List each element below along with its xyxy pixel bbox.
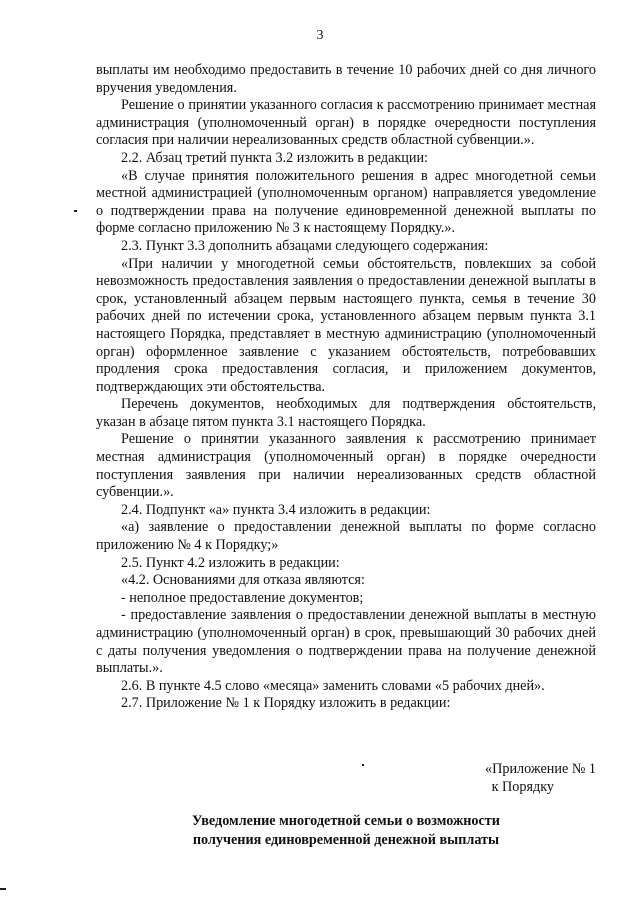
paragraph: - неполное предоставление документов;: [121, 589, 364, 606]
paragraph: 2.3. Пункт 3.3 дополнить абзацами следующего содержания:: [121, 237, 489, 254]
appendix-reference: [0, 760, 596, 796]
paragraph: Решение о принятии указанного заявления к рассмотрению принимает местная администрация (уполномоченный орган) в порядке очередности поступления заявления при наличии нереализованных средств областной субвенции.».: [96, 431, 596, 501]
paragraph: «4.2. Основаниями для отказа являются:: [121, 572, 365, 589]
paragraph: 2.6. В пункте 4.5 слово «месяца» заменить словами «5 рабочих дней».: [121, 677, 545, 694]
notice-title: [96, 812, 596, 850]
paragraph: «а) заявление о предоставлении денежной выплаты по форме согласно приложению № 4 к Порядку;»: [96, 519, 596, 554]
notice-title-line: Уведомление многодетной семьи о возможности: [192, 813, 500, 829]
page-number: 3: [316, 28, 324, 43]
scan-mark: [74, 210, 77, 212]
paragraph: выплаты им необходимо предоставить в течение 10 рабочих дней со дня личного вручения уведомления.: [96, 62, 596, 96]
appendix-reference-line: «Приложение № 1: [485, 761, 596, 777]
paragraph: «При наличии у многодетной семьи обстоятельств, повлекших за собой невозможность предоставления заявления о предоставлении денежной выплаты в срок, установленный абзацем первым настоящего пункта, семья в течение 30 рабочих дней по истечении срока, установленного абзацем первым пункта 3.1 настоящего Порядка, представляет в местную администрацию (уполномоченный орган) оформленное заявление с указанием обстоятельств, потребовавших продления срока предоставления согласия, и приложением документов, подтверждающих эти обстоятельства.: [96, 255, 596, 395]
paragraph: 2.2. Абзац третий пункта 3.2 изложить в редакции:: [121, 149, 428, 166]
paragraph: 2.7. Приложение № 1 к Порядку изложить в редакции:: [121, 695, 451, 712]
paragraph: - предоставление заявления о предоставлении денежной выплаты в местную администрацию (уполномоченный орган) в срок, превышающий 30 рабочих дней с даты получения уведомления о подтверждении права на получение денежной выплаты.».: [96, 607, 596, 677]
scan-mark: [0, 888, 6, 890]
paragraph: Перечень документов, необходимых для подтверждения обстоятельств, указан в абзаце пятом пункта 3.1 настоящего Порядка.: [96, 396, 596, 430]
document-body: [96, 62, 596, 713]
paragraph: 2.4. Подпункт «а» пункта 3.4 изложить в редакции:: [121, 501, 431, 518]
paragraph: Решение о принятии указанного согласия к рассмотрению принимает местная администрация (уполномоченный орган) в порядке очередности поступления согласия при наличии нереализованных средств областной субвенции.».: [96, 97, 596, 149]
appendix-reference-line: к Порядку: [491, 779, 554, 795]
notice-title-line: получения единовременной денежной выплаты: [192, 832, 500, 848]
scan-mark: [362, 764, 364, 766]
paragraph: «В случае принятия положительного решения в адрес многодетной семьи местной администрацией (уполномоченным органом) направляется уведомление о подтверждении права на получение единовременной денежной выплаты по форме согласно приложению № 3 к настоящему Порядку.».: [96, 167, 596, 237]
paragraph: 2.5. Пункт 4.2 изложить в редакции:: [121, 554, 340, 571]
